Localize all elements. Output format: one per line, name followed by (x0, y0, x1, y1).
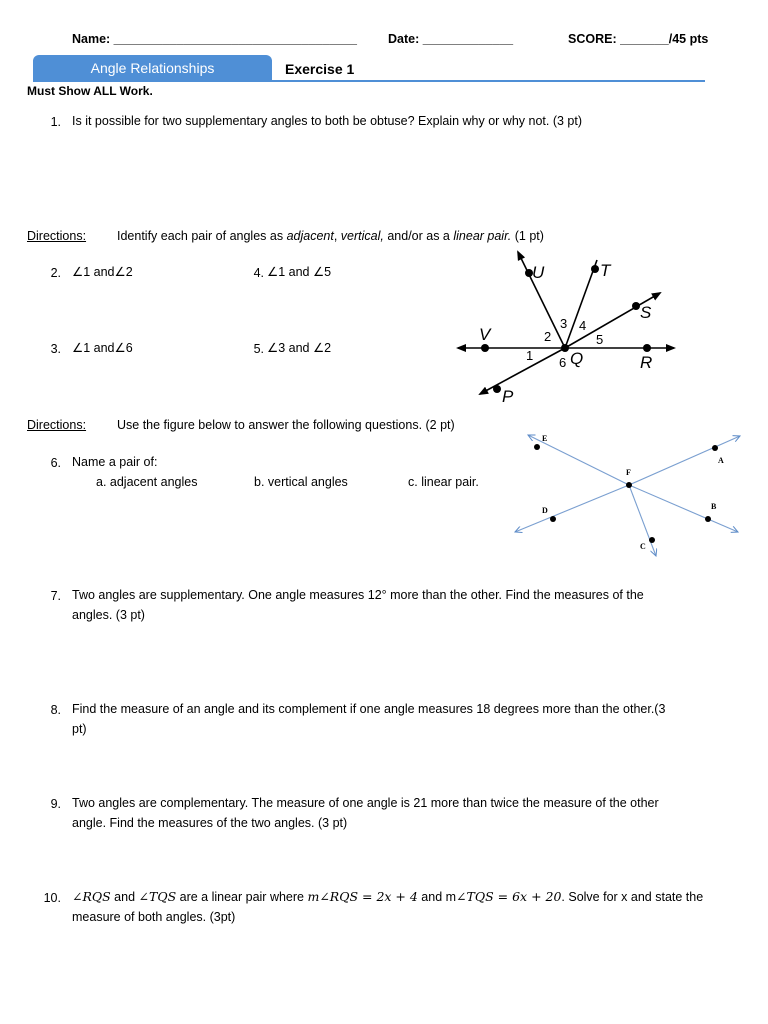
label-e: E (542, 434, 548, 443)
point-a (712, 445, 718, 451)
directions-1-label: Directions: (27, 229, 87, 243)
point-c (649, 537, 655, 543)
label-d: D (542, 506, 548, 515)
angle-label-1: 1 (526, 348, 534, 363)
label-a: A (718, 456, 724, 465)
point-e (534, 444, 540, 450)
q10-linear-text: are a linear pair where (176, 890, 308, 904)
label-u: U (532, 263, 545, 282)
label-t: T (600, 261, 611, 280)
point-d (550, 516, 556, 522)
dir1-post: (1 pt) (511, 229, 544, 243)
label-b: B (711, 502, 717, 511)
point-r (643, 344, 651, 352)
point-q (561, 344, 569, 352)
instructions: Must Show ALL Work. (27, 84, 153, 98)
question-8-line-1: Find the measure of an angle and its complement if one angle measures 18 degrees more than the other.(3 (72, 702, 666, 716)
question-9-number: 9. (50, 797, 61, 811)
question-2-text: ∠1 and∠2 (72, 265, 133, 279)
question-8-line-2: pt) (72, 722, 87, 736)
question-6b: b. vertical angles (254, 475, 348, 489)
directions-1 (27, 226, 86, 246)
question-6a: a. adjacent angles (96, 475, 198, 489)
point-s (632, 302, 640, 310)
angle-label-5: 5 (596, 332, 604, 347)
angle-figure-2 (510, 428, 750, 558)
label-c: C (640, 542, 646, 551)
label-r: R (640, 353, 653, 372)
question-7-number: 7. (50, 589, 61, 603)
label-p: P (502, 387, 514, 406)
ray-fb (629, 485, 738, 532)
question-1-text: Is it possible for two supplementary angles to both be obtuse? Explain why or why not. (3 pt) (72, 114, 582, 128)
q10-angle-tqs: ∠TQS (138, 889, 177, 904)
dir1-pre: Identify each pair of angles as (117, 229, 287, 243)
question-3-text: ∠1 and∠6 (72, 341, 133, 355)
point-v (481, 344, 489, 352)
dir1-mid: and/or as a (383, 229, 454, 243)
question-7-line-1: Two angles are supplementary. One angle measures 12° more than the other. Find the measures of the (72, 588, 644, 602)
question-9-line-1: Two angles are complementary. The measure of one angle is 21 more than twice the measure of the other (72, 796, 659, 810)
question-3-number: 3. (50, 342, 61, 356)
question-10-number: 10. (43, 891, 61, 905)
q10-equation-1: m∠RQS = 2x + 4 (307, 889, 418, 904)
question-6-number: 6. (50, 456, 61, 470)
tab-divider (33, 80, 705, 82)
point-b (705, 516, 711, 522)
question-6-text: Name a pair of: (72, 455, 158, 469)
dir1-adjacent: adjacent (286, 229, 334, 243)
label-v: V (479, 325, 491, 344)
section-tab: Angle Relationships (33, 55, 272, 82)
question-5-number: 5. (253, 342, 264, 356)
directions-2-label: Directions: (27, 418, 87, 432)
question-1-number: 1. (50, 115, 61, 129)
question-10-line-1 (72, 887, 703, 907)
question-9-line-2: angle. Find the measures of the two angles. (3 pt) (72, 816, 348, 830)
q10-solve-text: . Solve for x and state the (561, 890, 704, 904)
score-field-label: SCORE: _______/45 pts (568, 32, 709, 46)
question-4-text: ∠1 and ∠5 (267, 265, 332, 279)
question-5-text: ∠3 and ∠2 (267, 341, 332, 355)
question-6c: c. linear pair. (408, 475, 479, 489)
angle-label-4: 4 (579, 318, 587, 333)
point-p (493, 385, 501, 393)
angle-figure-1 (440, 240, 700, 410)
question-2-number: 2. (50, 266, 61, 280)
q10-angle-rqs: ∠RQS (72, 889, 111, 904)
angle-label-2: 2 (544, 329, 552, 344)
point-t (591, 265, 599, 273)
question-4-number: 4. (253, 266, 264, 280)
ray-fd (515, 485, 629, 532)
label-q: Q (570, 349, 584, 368)
angle-label-3: 3 (560, 316, 568, 331)
dir1-comma: , (333, 229, 341, 243)
point-f (626, 482, 632, 488)
label-f: F (626, 468, 631, 477)
exercise-title: Exercise 1 (285, 61, 355, 77)
dir1-vertical: vertical, (340, 229, 384, 243)
directions-2 (27, 415, 86, 435)
question-8-number: 8. (50, 703, 61, 717)
ray-qp (480, 348, 565, 394)
directions-2-text: Use the figure below to answer the following questions. (2 pt) (117, 418, 455, 432)
q10-and-m: and m (417, 890, 457, 904)
question-10-line-2: measure of both angles. (3pt) (72, 910, 236, 924)
q10-and: and (110, 890, 139, 904)
date-field-label: Date: _____________ (388, 32, 514, 46)
name-field-label: Name: ___________________________________ (72, 32, 357, 46)
q10-equation-2: ∠TQS = 6x + 20 (456, 889, 562, 904)
ray-qt (565, 260, 597, 348)
angle-label-6: 6 (559, 355, 567, 370)
dir1-linear: linear pair. (453, 229, 512, 243)
question-7-line-2: angles. (3 pt) (72, 608, 145, 622)
label-s: S (640, 303, 652, 322)
